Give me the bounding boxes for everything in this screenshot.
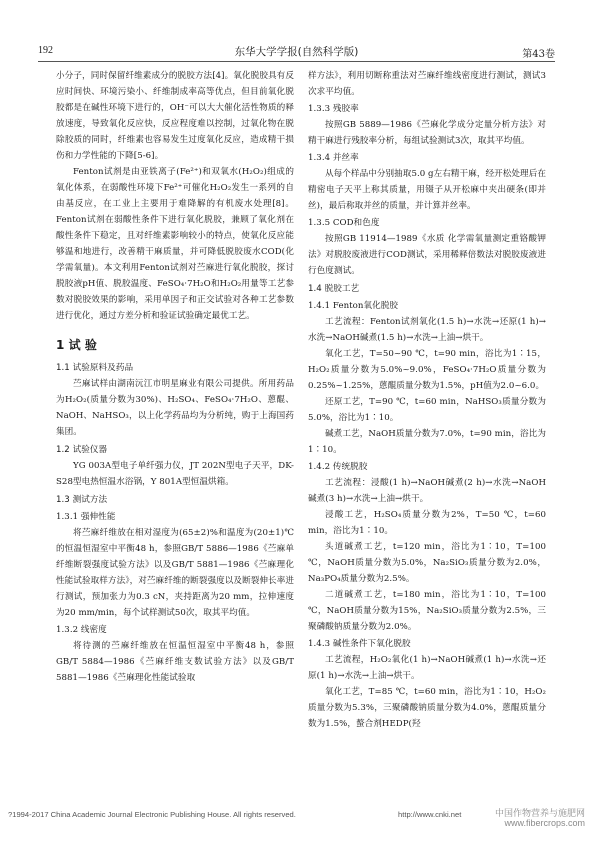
volume-number: 第43卷: [522, 49, 555, 60]
subsubsection-heading: 1.4.3 碱性条件下氧化脱胶: [308, 639, 411, 649]
paragraph: 浸酸工艺，H₂SO₄质量分数为2%，T=50 ℃，t=60 min，浴比为1∶10。: [308, 510, 546, 536]
paragraph: 按照GB 5889—1986《苎麻化学成分定量分析方法》对精干麻进行残胶率分析，每组试验测试3次，取其平均值。: [308, 120, 546, 146]
watermark-text: 中国作物营养与施肥网: [494, 808, 585, 818]
section-heading: 1 试 验: [56, 338, 97, 352]
watermark-url: www.fibercrops.com: [504, 818, 585, 828]
paragraph: 头道碱煮工艺，t=120 min，浴比为1∶10，T=100 ℃，NaOH质量分数为5.0%，Na₂SiO₃质量分数为2.0%，Na₃PO₄质量分数为2.5%。: [308, 542, 546, 584]
left-column: [56, 68, 294, 686]
paragraph: 样方法》，利用切断称重法对苎麻纤维线密度进行测试，测试3次求平均值。: [308, 71, 546, 97]
paragraph: 工艺流程，H₂O₂氧化(1 h)→NaOH碱煮(1 h)→水洗→还原(1 h)→水洗→上油→烘干。: [308, 655, 546, 681]
page-number: 192: [38, 45, 53, 56]
paragraph: 从每个样品中分别抽取5.0 g左右精干麻，经开松处理后在精密电子天平上称其质量，用镊子从开松麻中夹出硬条(即并丝)，最后称取并丝的质量，并计算并丝率。: [308, 169, 546, 211]
paragraph: 按照GB 11914—1989《水质 化学需氧量测定重铬酸钾法》对脱胶废液进行COD测试，采用稀释倍数法对脱胶废液进行色度测试。: [308, 234, 546, 276]
footer-url: http://www.cnki.net: [398, 810, 462, 819]
copyright-notice: ?1994-2017 China Academic Journal Electronic Publishing House. All rights reserved.: [8, 810, 296, 819]
paragraph: 还原工艺，T=90 ℃，t=60 min，NaHSO₃质量分数为5.0%，浴比为1∶10。: [308, 397, 546, 423]
paragraph: 工艺流程：Fenton试剂氧化(1.5 h)→水洗→还原(1 h)→水洗→NaOH碱煮(1.5 h)→水洗→上油→烘干。: [308, 317, 546, 343]
subsection-heading: 1.4 脱胶工艺: [308, 284, 360, 294]
subsubsection-heading: 1.3.1 强伸性能: [56, 512, 116, 522]
subsection-heading: 1.3 测试方法: [56, 495, 108, 505]
paragraph: 将苎麻纤维放在相对湿度为(65±2)%和温度为(20±1)℃的恒温恒湿室中平衡48 h，参照GB/T 5886—1986《苎麻单纤维断裂强度试验方法》以及GB/T 5881—1986《苎麻理化性能试验取样方法》，对苎麻纤维的断裂强度以及断裂伸长率进行测试，预加张力为0.3 cN，夹持距离为20 mm，拉伸速度为20 mm/min，每个试样测试50次，取其平均值。: [56, 528, 294, 618]
paragraph: Fenton试剂是由亚铁离子(Fe²⁺)和双氧水(H₂O₂)组成的氧化体系，在弱酸性环境下Fe²⁺可催化H₂O₂发生一系列的自由基反应，在工业上主要用于难降解的有机废水处理[8]。Fenton试剂在弱酸性条件下进行氧化脱胶，兼顾了氧化剂在酸性条件下稳定，且对纤维素影响较小的特点，使氧化反应能够温和地进行，改善精干麻质量，并可降低脱胶废水COD(化学需氧量)。本文利用Fenton试剂对苎麻进行氧化脱胶，探讨脱胶液pH值、脱胶温度、FeSO₄·7H₂O和H₂O₂用量等工艺参数对脱胶效果的影响，采用单因子和正交试验对各种工艺参数进行优化，通过方差分析和验证试验确定最优工艺。: [56, 167, 294, 321]
subsubsection-heading: 1.4.2 传统脱胶: [308, 462, 368, 472]
subsubsection-heading: 1.3.2 线密度: [56, 625, 107, 635]
right-column: [308, 68, 546, 732]
paragraph: 工艺流程：浸酸(1 h)→NaOH碱煮(2 h)→水洗→NaOH碱煮(3 h)→水洗→上油→烘干。: [308, 478, 546, 504]
paragraph: 小分子，同时保留纤维素成分的脱胶方法[4]。氧化脱胶具有反应时间快、环境污染小、纤维制成率高等优点，但目前氧化脱胶都是在碱性环境下进行的，OH⁻可以大大催化活性物质的释放速度，导致氧化反应快，反应程度难以控制，过氧化物在脱除胶质的同时，纤维素也容易发生过度氧化反应，造成精干损伤和力学性能的下降[5-6]。: [56, 71, 294, 161]
paragraph: 氧化工艺，T=50~90 ℃，t=90 min，浴比为1∶15，H₂O₂质量分数为5.0%~9.0%，FeSO₄·7H₂O质量分数为0.25%~1.25%，蒽醌质量分数为1.5%，pH值为2.0~6.0。: [308, 349, 546, 391]
subsection-heading: 1.2 试验仪器: [56, 445, 108, 455]
subsubsection-heading: 1.3.3 残胶率: [308, 104, 359, 114]
running-header: [38, 42, 555, 62]
paragraph: YG 003A型电子单纤强力仪，JT 202N型电子天平，DK-S28型电热恒温水浴锅，Y 801A型恒温烘箱。: [56, 461, 294, 487]
paragraph: 将待测的苎麻纤维放在恒温恒湿室中平衡48 h，参照GB/T 5884—1986《苎麻纤维支数试验方法》以及GB/T 5881—1986《苎麻理化性能试验取: [56, 641, 294, 683]
subsection-heading: 1.1 试验原料及药品: [56, 363, 134, 373]
paragraph: 氧化工艺，T=85 ℃，t=60 min，浴比为1∶10，H₂O₂质量分数为5.3%，三聚磷酸钠质量分数为4.0%，蒽醌质量分数为1.5%，螯合剂HEDP(羟: [308, 687, 546, 729]
subsubsection-heading: 1.3.5 COD和色度: [308, 218, 380, 228]
subsubsection-heading: 1.4.1 Fenton氧化脱胶: [308, 301, 399, 311]
paragraph: 二道碱煮工艺，t=180 min，浴比为1∶10，T=100 ℃，NaOH质量分数为15%，Na₂SiO₃质量分数为2.5%，三聚磷酸钠质量分数为2.0%。: [308, 590, 546, 632]
paragraph: 碱煮工艺，NaOH质量分数为7.0%，t=90 min，浴比为1∶10。: [308, 429, 546, 455]
journal-title: 东华大学学报(自然科学版): [234, 46, 359, 58]
subsubsection-heading: 1.3.4 并丝率: [308, 153, 359, 163]
paragraph: 苎麻试样由湖南沅江市明星麻业有限公司提供。所用药品为H₂O₂(质量分数为30%)、H₂SO₄、FeSO₄·7H₂O、蒽醌、NaOH、NaHSO₃，以上化学药品均为分析纯，购于上海国药集团。: [56, 379, 294, 437]
